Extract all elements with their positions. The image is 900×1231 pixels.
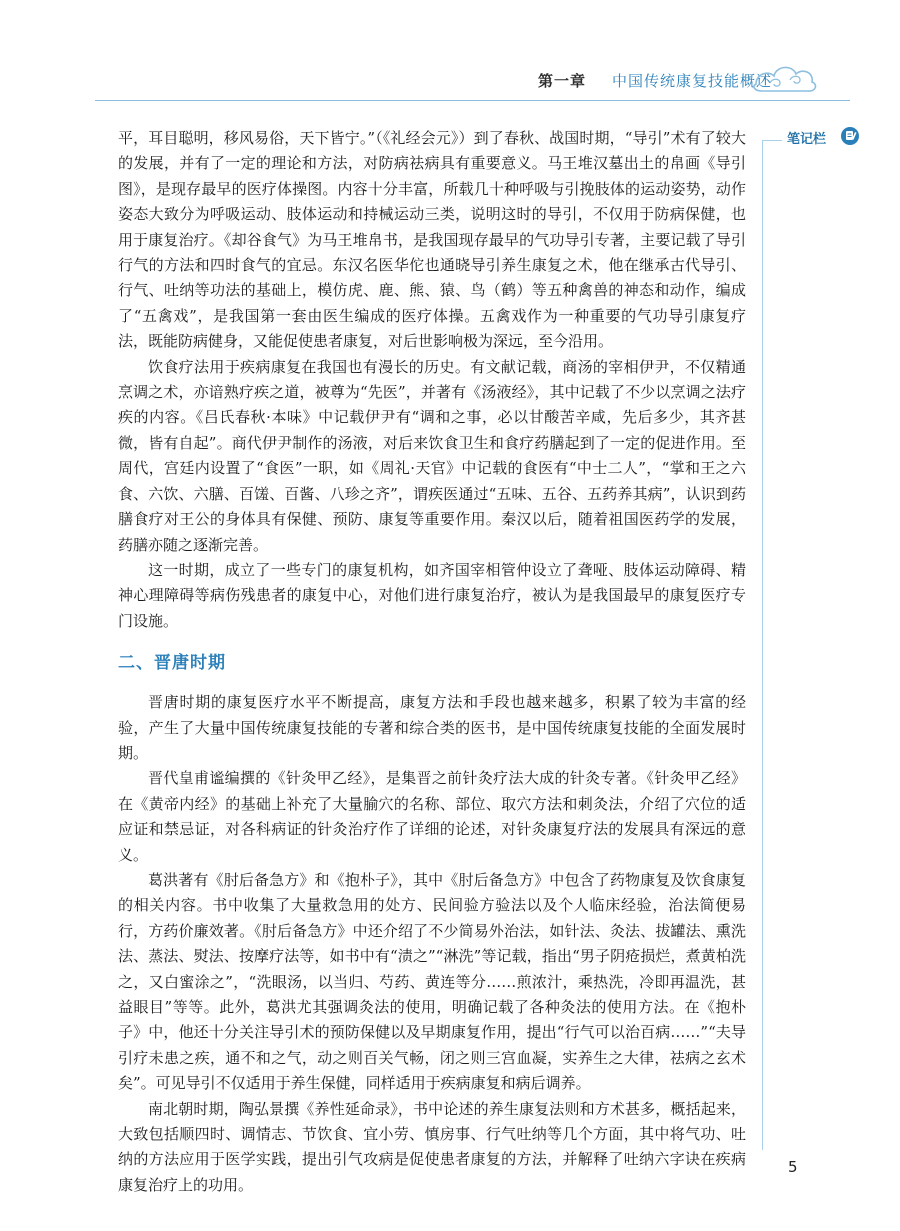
header-divider [95, 100, 850, 101]
main-text [118, 126, 746, 1198]
cloud-ornament-icon [752, 56, 822, 100]
paragraph: 葛洪著有《肘后备急方》和《抱朴子》，其中《肘后备急方》中包含了药物康复及饮食康复的相关内容。书中收集了大量救急用的处方、民间验方验法以及个人临床经验，治法简便易行，方药价廉效著。《肘后备急方》中还介绍了不少简易外治法，如针法、灸法、拔罐法、熏洗法、蒸法、熨法、按摩疗法等，如书中有“渍之”“淋洗”等记载，指出“男子阴疮损烂，煮黄柏洗之，又白蜜涂之”，“洗眼汤，以当归、芍药、黄连等分……煎浓汁，乘热洗，冷即再温洗，甚益眼目”等等。此外，葛洪尤其强调灸法的使用，明确记载了各种灸法的使用方法。在《抱朴子》中，他还十分关注导引术的预防保健以及早期康复作用，提出“行气可以治百病……”“夫导引疗未患之疾，通不和之气，动之则百关气畅，闭之则三宫血凝，实养生之大律，祛病之玄术矣”。可见导引不仅适用于养生保健，同样适用于疾病康复和病后调养。 [118, 870, 746, 1093]
paragraph: 饮食疗法用于疾病康复在我国也有漫长的历史。有文献记载，商汤的宰相伊尹，不仅精通烹调之术，亦谙熟疗疾之道，被尊为“先医”，并著有《汤液经》，其中记载了不少以烹调之法疗疾的内容。《吕氏春秋·本味》中记载伊尹有“调和之事，必以甘酸苦辛咸，先后多少，其齐甚微，皆有自起”。商代伊尹制作的汤液，对后来饮食卫生和食疗药膳起到了一定的促进作用。至周代，宫廷内设置了“食医”一职，如《周礼·天官》中记载的食医有“中士二人”，“掌和王之六食、六饮、六膳、百馐、百酱、八珍之齐”，谓疾医通过“五味、五谷、五药养其病”，认识到药膳食疗对王公的身体具有保健、预防、康复等重要作用。秦汉以后，随着祖国医药学的发展，药膳亦随之逐渐完善。 [118, 357, 746, 554]
section-heading: 二、晋唐时期 [118, 653, 226, 674]
page-number: 5 [788, 1158, 798, 1176]
chapter-number: 第一章 [538, 72, 587, 90]
paragraph: 南北朝时期，陶弘景撰《养性延命录》，书中论述的养生康复法则和方术甚多，概括起来，大致包括顺四时、调情志、节饮食、宜小劳、慎房事、行气吐纳等几个方面，其中将气功、吐纳的方法应用于医学实践，提出引气攻病是促使患者康复的方法，并解释了吐纳六字诀在疾病康复治疗上的功用。 [118, 1099, 746, 1194]
paragraph: 晋唐时期的康复医疗水平不断提高，康复方法和手段也越来越多，积累了较为丰富的经验，产生了大量中国传统康复技能的专著和综合类的医书，是中国传统康复技能的全面发展时期。 [118, 693, 746, 762]
notes-label [775, 126, 870, 148]
paragraph: 平，耳目聪明，移风易俗，天下皆宁。”（《礼经会元》）到了春秋、战国时期，“导引”术有了较大的发展，并有了一定的理论和方法，对防病祛病具有重要意义。马王堆汉墓出土的帛画《导引图》，是现存最早的医疗体操图。内容十分丰富，所载几十种呼吸与引挽肢体的运动姿势，动作姿态大致分为呼吸运动、肢体运动和持械运动三类，说明这时的导引，不仅用于防病保健，也用于康复治疗。《却谷食气》为马王堆帛书，是我国现存最早的气功导引专著，主要记载了导引行气的方法和四时食气的宜忌。东汉名医华佗也通晓导引养生康复之术，他在继承古代导引、行气、吐纳等功法的基础上，模仿虎、鹿、熊、猿、鸟（鹤）等五种禽兽的神态和动作，编成了“五禽戏”，是我国第一套由医生编成的医疗体操。五禽戏作为一种重要的气功导引康复疗法，既能防病健身，又能促使患者康复，对后世影响极为深远，至今沿用。 [118, 129, 746, 351]
pencil-note-icon [840, 126, 860, 150]
paragraph: 晋代皇甫谧编撰的《针灸甲乙经》，是集晋之前针灸疗法大成的针灸专著。《针灸甲乙经》在《黄帝内经》的基础上补充了大量腧穴的名称、部位、取穴方法和刺灸法，介绍了穴位的适应证和禁忌证，对各科病证的针灸治疗作了详细的论述，对针灸康复疗法的发展具有深远的意义。 [118, 769, 746, 864]
paragraph: 这一时期，成立了一些专门的康复机构，如齐国宰相管仲设立了聋哑、肢体运动障碍、精神心理障碍等病伤残患者的康复中心，对他们进行康复治疗，被认为是我国最早的康复医疗专门设施。 [118, 560, 746, 630]
chapter-title: 中国传统康复技能概述 [612, 72, 773, 90]
running-header [520, 68, 850, 98]
notes-label-text: 笔记栏 [787, 132, 827, 147]
notes-column-rule [762, 140, 763, 1150]
